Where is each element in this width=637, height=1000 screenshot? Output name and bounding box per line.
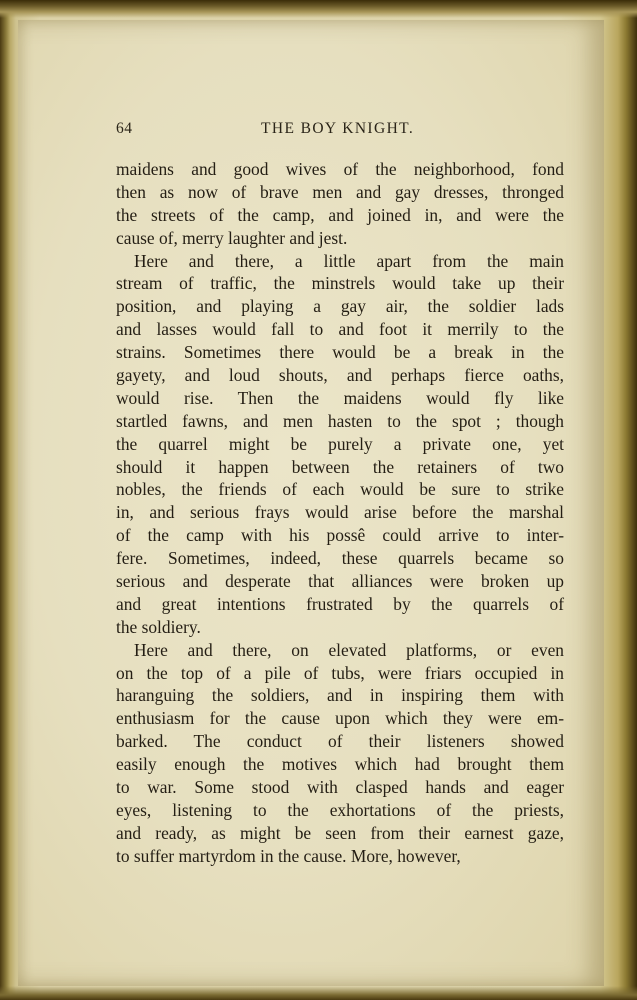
text-line: in, and serious frays would arise before the marshal bbox=[116, 502, 564, 523]
text-line: Here and there, a little apart from the main bbox=[134, 250, 564, 271]
text-line: the streets of the camp, and joined in, and were the bbox=[116, 204, 564, 225]
text-line: gayety, and loud shouts, and perhaps fierce oaths, bbox=[116, 365, 564, 386]
text-line: position, and playing a gay air, the soldier lads bbox=[116, 296, 564, 317]
paragraph bbox=[116, 639, 564, 868]
text-line: then as now of brave men and gay dresses, thronged bbox=[116, 181, 564, 202]
text-line: cause of, merry laughter and jest. bbox=[116, 227, 348, 248]
text-line: to suffer martyrdom in the cause. More, however, bbox=[116, 845, 461, 866]
text-line: strains. Sometimes there would be a break in the bbox=[116, 342, 564, 363]
page-top-edge bbox=[0, 0, 637, 18]
text-line: eyes, listening to the exhortations of the priests, bbox=[116, 799, 564, 820]
text-line: stream of traffic, the minstrels would take up their bbox=[116, 273, 564, 294]
text-line: barked. The conduct of their listeners showed bbox=[116, 731, 564, 752]
text-line: fere. Sometimes, indeed, these quarrels became so bbox=[116, 548, 564, 569]
text-line: startled fawns, and men hasten to the spot ; though bbox=[116, 410, 564, 431]
page-number: 64 bbox=[116, 120, 133, 137]
text-line: enthusiasm for the cause upon which they were em- bbox=[116, 708, 564, 729]
page-bottom-edge bbox=[0, 986, 637, 1000]
body-text bbox=[116, 158, 564, 868]
text-line: of the camp with his possê could arrive to inter- bbox=[116, 525, 564, 546]
text-line: serious and desperate that alliances were broken up bbox=[116, 571, 564, 592]
text-line: would rise. Then the maidens would fly like bbox=[116, 387, 564, 408]
text-line: the quarrel might be purely a private one, yet bbox=[116, 433, 564, 454]
paragraph bbox=[116, 158, 564, 250]
text-line: should it happen between the retainers of two bbox=[116, 456, 564, 477]
page-header bbox=[116, 118, 564, 142]
text-line: the soldiery. bbox=[116, 616, 201, 637]
text-line: on the top of a pile of tubs, were friars occupied in bbox=[116, 662, 564, 683]
paragraph bbox=[116, 250, 564, 639]
text-line: and great intentions frustrated by the quarrels of bbox=[116, 593, 564, 614]
text-line: haranguing the soldiers, and in inspiring them with bbox=[116, 685, 564, 706]
text-line: maidens and good wives of the neighborhood, fond bbox=[116, 159, 564, 179]
text-line: easily enough the motives which had brought them bbox=[116, 754, 564, 775]
text-line: Here and there, on elevated platforms, or even bbox=[134, 639, 564, 660]
text-line: and ready, as might be seen from their earnest gaze, bbox=[116, 822, 564, 843]
text-line: to war. Some stood with clasped hands and eager bbox=[116, 777, 564, 798]
running-head: THE BOY KNIGHT. bbox=[261, 120, 415, 137]
text-line: and lasses would fall to and foot it merrily to the bbox=[116, 319, 564, 340]
text-line: nobles, the friends of each would be sure to strike bbox=[116, 479, 564, 500]
